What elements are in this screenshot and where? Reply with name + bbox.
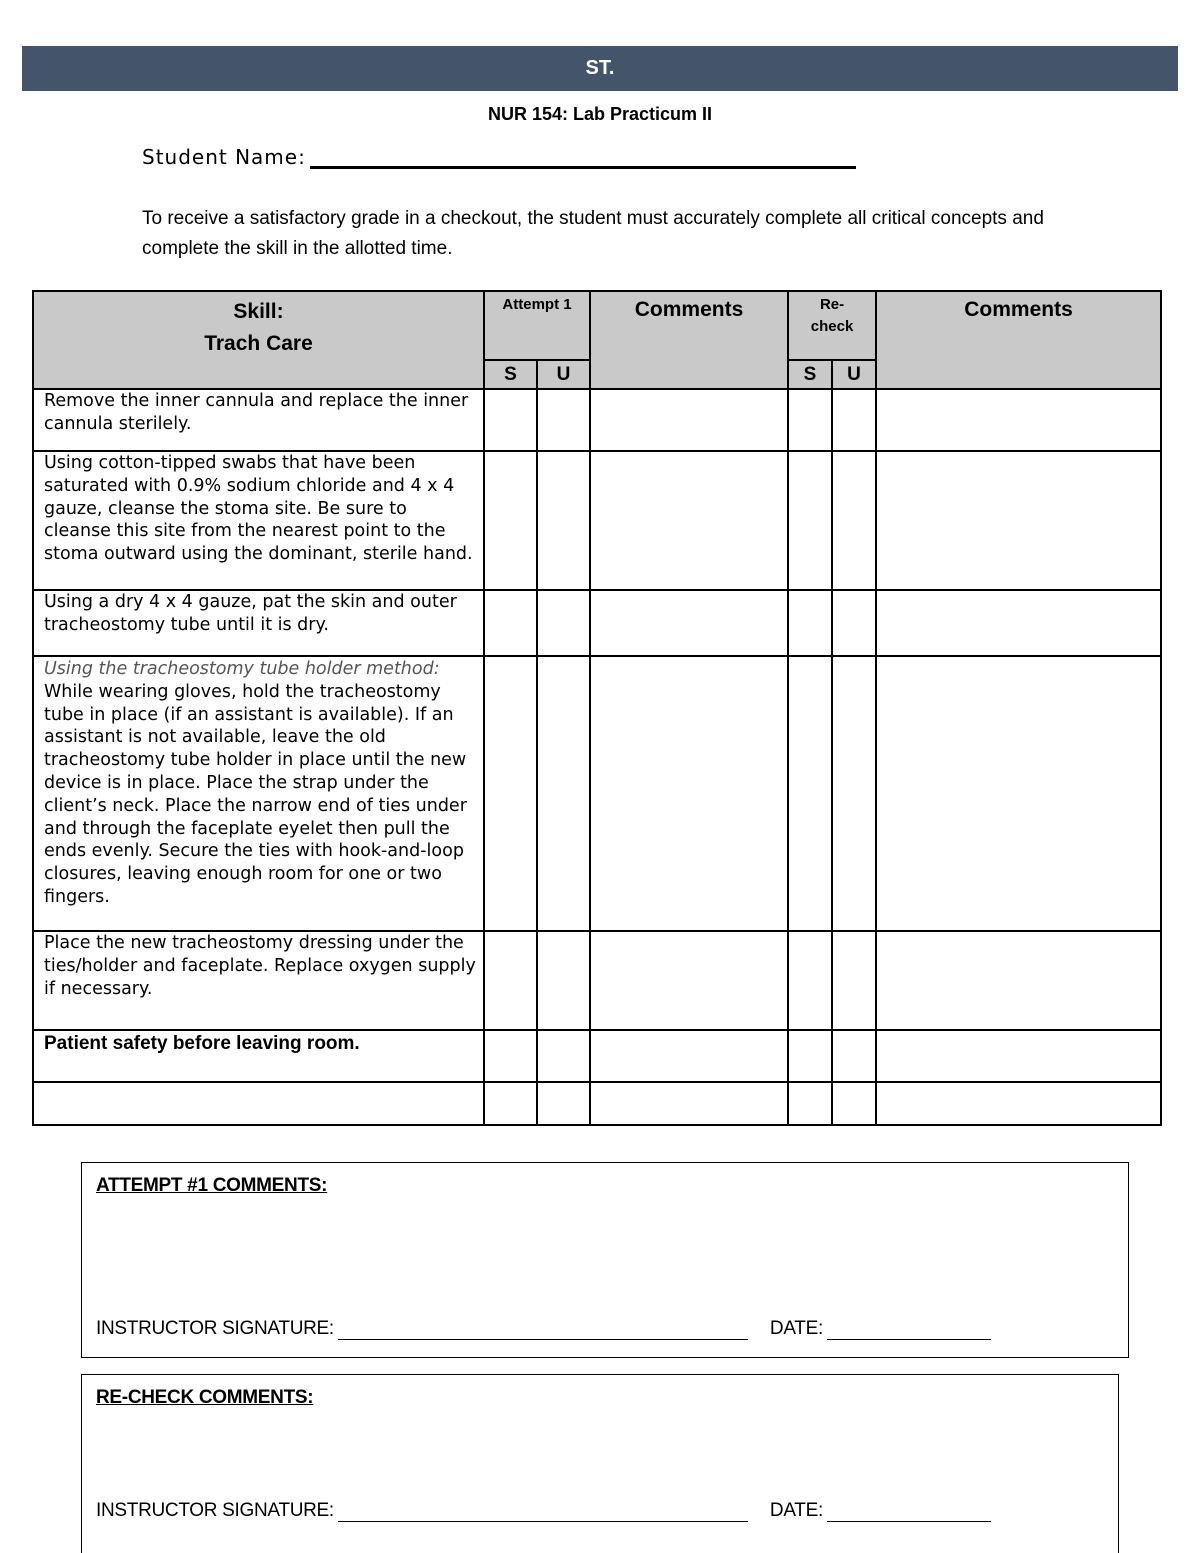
banner-text: ST. (585, 57, 615, 79)
recheck-s-cell[interactable] (788, 931, 832, 1030)
step-text (33, 656, 484, 931)
recheck-u-cell[interactable] (832, 931, 876, 1030)
course-title: NUR 154: Lab Practicum II (487, 104, 713, 124)
recheck-comments-box[interactable] (81, 1374, 1119, 1553)
attempt-u-cell[interactable] (537, 389, 590, 451)
recheck-s-cell[interactable] (788, 1030, 832, 1082)
recheck-label-2: check (810, 318, 854, 335)
comments-cell[interactable] (590, 451, 788, 590)
attempt-signature-row (96, 1318, 991, 1340)
recheck-u-cell[interactable] (832, 590, 876, 656)
recheck-u-header: U (832, 360, 876, 389)
comments-cell-2[interactable] (876, 389, 1161, 451)
student-name-row (142, 145, 856, 169)
attempt-u-cell[interactable] (537, 590, 590, 656)
comments-cell-2[interactable] (876, 1030, 1161, 1082)
attempt-s-cell[interactable] (484, 389, 537, 451)
step-text: Using a dry 4 x 4 gauze, pat the skin and outer tracheostomy tube until it is dry. (33, 590, 484, 656)
attempt-signature-field[interactable] (338, 1320, 748, 1340)
table-row (33, 451, 1161, 590)
attempt-u-cell[interactable] (537, 1030, 590, 1082)
recheck-header (788, 291, 876, 360)
instructions-text: To receive a satisfactory grade in a checkout, the student must accurately complete all critical concepts and complete the skill in the allotted time. (142, 208, 1044, 259)
comments-cell[interactable] (590, 931, 788, 1030)
step-method-label: Using the tracheostomy tube holder method: (44, 659, 440, 679)
attempt-u-cell[interactable] (537, 931, 590, 1030)
comments-cell[interactable] (590, 656, 788, 931)
attempt-u-header: U (537, 360, 590, 389)
attempt-date-label: DATE: (769, 1318, 823, 1339)
recheck-u-cell[interactable] (832, 656, 876, 931)
comments-header: Comments (590, 291, 788, 389)
comments-cell-2[interactable] (876, 1082, 1161, 1125)
recheck-signature-field[interactable] (338, 1502, 748, 1522)
recheck-date-field[interactable] (827, 1502, 991, 1522)
step-text: Patient safety before leaving room. (33, 1030, 484, 1082)
student-name-field[interactable] (310, 145, 856, 169)
attempt-s-cell[interactable] (484, 656, 537, 931)
step-text: Using cotton-tipped swabs that have been saturated with 0.9% sodium chloride and 4 x 4 gauze, cleanse the stoma site. Be sure to cleanse this site from the nearest point to the stoma outward using the dominant, sterile hand. (33, 451, 484, 590)
comments-cell-2[interactable] (876, 590, 1161, 656)
recheck-u-cell[interactable] (832, 1082, 876, 1125)
recheck-s-cell[interactable] (788, 451, 832, 590)
table-row (33, 590, 1161, 656)
table-row (33, 656, 1161, 931)
attempt-s-cell[interactable] (484, 931, 537, 1030)
skills-table (32, 290, 1162, 1126)
attempt-comments-box[interactable] (81, 1162, 1129, 1358)
recheck-s-cell[interactable] (788, 389, 832, 451)
recheck-u-cell[interactable] (832, 451, 876, 590)
recheck-u-cell[interactable] (832, 1030, 876, 1082)
attempt-s-cell[interactable] (484, 1082, 537, 1125)
comments-cell-2[interactable] (876, 451, 1161, 590)
comments-cell[interactable] (590, 389, 788, 451)
recheck-s-cell[interactable] (788, 656, 832, 931)
attempt-header: Attempt 1 (484, 291, 590, 360)
table-row (33, 1030, 1161, 1082)
recheck-label-1: Re- (819, 296, 845, 313)
table-row (33, 389, 1161, 451)
recheck-date-label: DATE: (769, 1500, 823, 1521)
table-row (33, 931, 1161, 1030)
comments-cell[interactable] (590, 1030, 788, 1082)
recheck-s-header: S (788, 360, 832, 389)
step-text: Remove the inner cannula and replace the inner cannula sterilely. (33, 389, 484, 451)
step-text[interactable] (33, 1082, 484, 1125)
comments-cell[interactable] (590, 590, 788, 656)
attempt-s-cell[interactable] (484, 1030, 537, 1082)
skill-name: Trach Care (204, 332, 313, 355)
step-text: Place the new tracheostomy dressing under the ties/holder and faceplate. Replace oxygen supply if necessary. (33, 931, 484, 1030)
recheck-comments-title: RE-CHECK COMMENTS: (96, 1387, 314, 1408)
attempt-date-field[interactable] (827, 1320, 991, 1340)
title-banner (22, 46, 1178, 91)
recheck-s-cell[interactable] (788, 1082, 832, 1125)
recheck-signature-label: INSTRUCTOR SIGNATURE: (96, 1500, 334, 1521)
attempt-signature-label: INSTRUCTOR SIGNATURE: (96, 1318, 334, 1339)
comments-cell-2[interactable] (876, 931, 1161, 1030)
attempt-comments-title: ATTEMPT #1 COMMENTS: (96, 1175, 328, 1196)
attempt-s-cell[interactable] (484, 590, 537, 656)
attempt-s-header: S (484, 360, 537, 389)
comments-cell-2[interactable] (876, 656, 1161, 931)
attempt-u-cell[interactable] (537, 1082, 590, 1125)
attempt-u-cell[interactable] (537, 656, 590, 931)
recheck-signature-row (96, 1500, 991, 1522)
recheck-u-cell[interactable] (832, 389, 876, 451)
attempt-s-cell[interactable] (484, 451, 537, 590)
skill-header (33, 291, 484, 389)
comments-cell[interactable] (590, 1082, 788, 1125)
student-name-label: Student Name: (142, 145, 306, 169)
table-row (33, 1082, 1161, 1125)
step-method-text: While wearing gloves, hold the tracheostomy tube in place (if an assistant is available). If an assistant is not available, leave the old tracheostomy tube holder in place until the new device is in place. Place the strap under the client’s neck. Place the narrow end of ties under and through the faceplate eyelet then pull the ends evenly. Secure the ties with hook-and-loop closures, leaving enough room for one or two fingers. (44, 681, 467, 907)
attempt-u-cell[interactable] (537, 451, 590, 590)
skill-label: Skill: (233, 300, 284, 323)
comments-header-2: Comments (876, 291, 1161, 389)
recheck-s-cell[interactable] (788, 590, 832, 656)
